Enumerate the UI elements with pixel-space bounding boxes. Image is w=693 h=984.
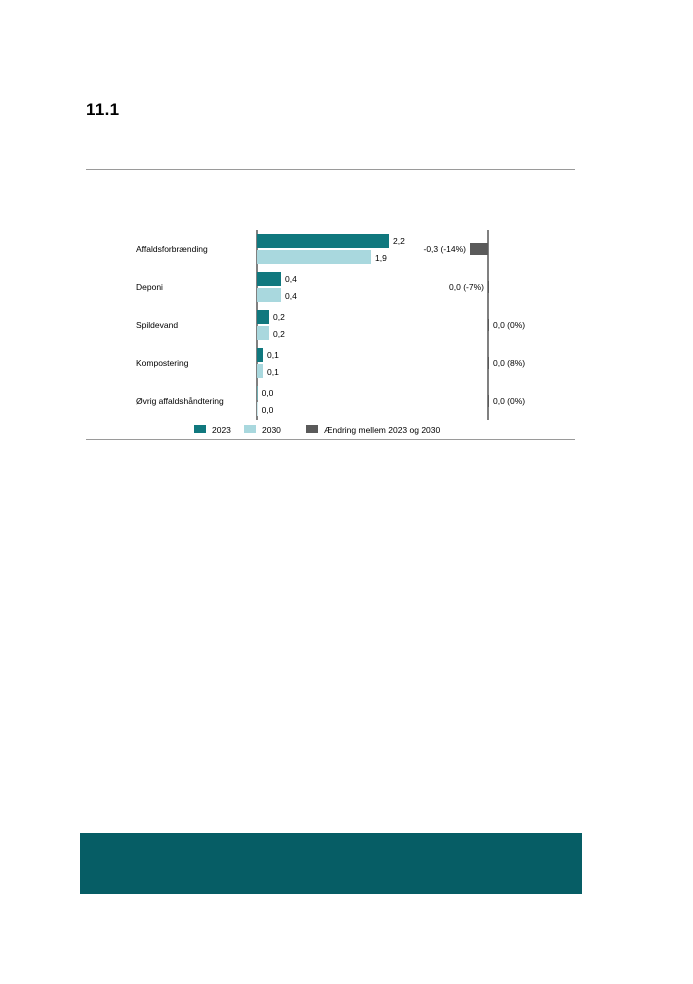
bar-2030 [257,288,281,302]
category-label: Spildevand [136,320,179,330]
data-label-2023: 0,0 [261,388,274,398]
legend-label: 2023 [212,425,231,435]
bar-2023 [257,272,281,286]
data-label-2023: 2,2 [393,236,405,246]
footer-band [80,833,582,894]
data-label-change: -0,3 (-14%) [423,244,466,254]
data-label-2023: 0,1 [267,350,279,360]
data-label-2030: 0,2 [273,329,285,339]
bar-change [470,243,488,255]
data-label-2030: 0,0 [261,405,274,415]
category-label: Deponi [136,282,163,292]
data-label-change: 0,0 (-7%) [449,282,484,292]
bar-2030 [257,402,258,416]
data-label-change: 0,0 (8%) [493,358,526,368]
bar-2030 [257,326,269,340]
bar-chart [0,0,693,450]
bar-2023 [257,348,263,362]
bar-2030 [257,364,263,378]
category-label: Affaldsforbrænding [136,244,208,254]
bar-change [488,281,489,293]
data-label-change: 0,0 (0%) [493,320,526,330]
legend-label: 2030 [262,425,281,435]
legend-swatch [194,425,206,433]
bar-change [488,357,489,369]
legend-swatch [306,425,318,433]
bar-2023 [257,386,258,400]
data-label-2023: 0,2 [273,312,285,322]
bottom-divider [86,439,575,440]
category-label: Øvrig affaldshåndtering [136,396,224,406]
bar-change [488,395,489,407]
legend-label: Ændring mellem 2023 og 2030 [324,425,441,435]
category-label: Kompostering [136,358,189,368]
bar-2030 [257,250,371,264]
bar-change [488,319,489,331]
data-label-2030: 0,1 [267,367,279,377]
section-number: 11.1 [86,100,120,119]
data-label-change: 0,0 (0%) [493,396,526,406]
data-label-2030: 0,4 [285,291,297,301]
data-label-2030: 1,9 [375,253,387,263]
legend-swatch [244,425,256,433]
bar-2023 [257,310,269,324]
bar-2023 [257,234,389,248]
data-label-2023: 0,4 [285,274,297,284]
